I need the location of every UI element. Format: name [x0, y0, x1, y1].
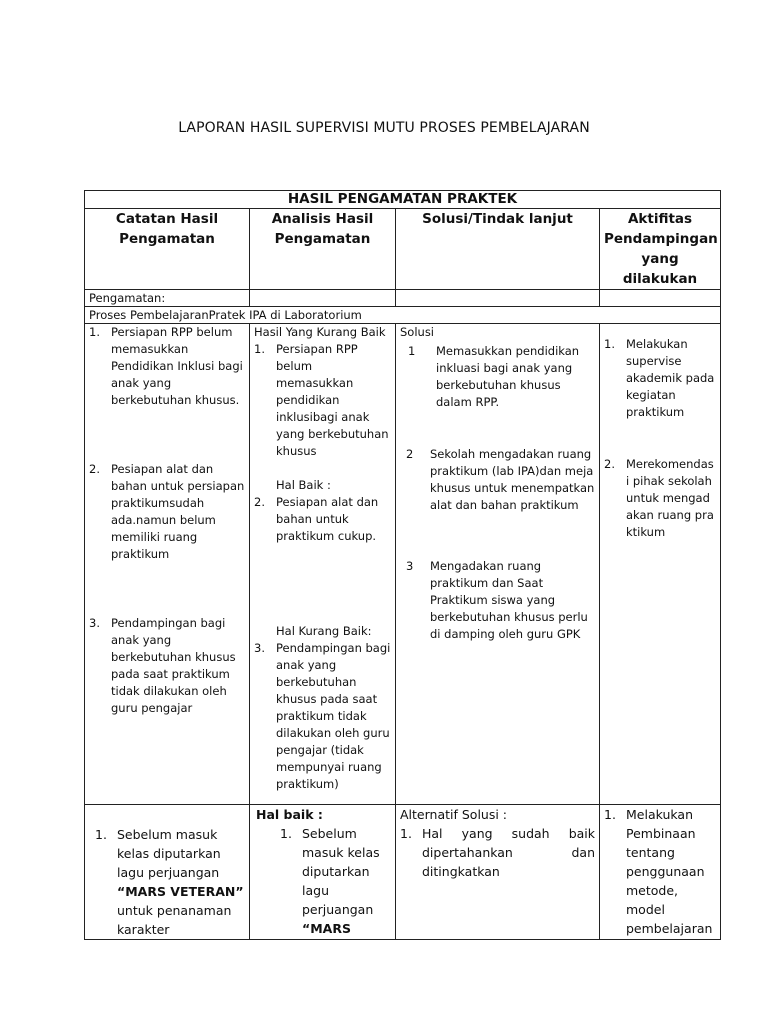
list-item: 2. Merekomendasi pihak sekolah untuk mengadakan ruang praktikum	[604, 457, 714, 539]
list-item: 1. Melakukan supervise akademik pada kegiatan praktikum	[604, 337, 715, 419]
supervision-table	[84, 190, 721, 940]
list-item: 1. Hal yang sudah baik dipertahankan dan ditingkatkan	[400, 826, 595, 879]
list-item: 1 Memasukkan pendidikan inkluasi bagi anak yang berkebutuhan khusus dalam RPP.	[408, 344, 580, 409]
list-item: 1. Persiapan RPP belum memasukkan pendidikan inklusibagi anak yang berkebutuhan khusus	[254, 342, 389, 458]
analisis-heading: Hasil Yang Kurang Baik	[254, 325, 386, 339]
solusi-heading: Solusi	[400, 325, 435, 339]
table-row	[85, 805, 721, 940]
table-row	[85, 324, 721, 805]
list-item: 1. Sebelum masuk kelas diputarkan lagu perjuangan “MARS VETERAN” untuk penanaman karakter	[95, 827, 244, 937]
solusi-heading: Alternatif Solusi :	[400, 807, 508, 822]
column-header-solusi: Solusi/Tindak lanjut	[396, 209, 600, 290]
analisis-cell	[250, 805, 396, 940]
list-item: 1. Persiapan RPP belum memasukkan Pendidikan Inklusi bagi anak yang berkebutuhan khusus.	[89, 325, 243, 407]
list-item: 3. Pendampingan bagi anak yang berkebutuhan khusus pada saat praktikum tidak dilakukan oleh guru pengajar (tidak mempunyai ruang praktikum)	[254, 641, 391, 791]
list-item: 1. Melakukan Pembinaan tentang penggunaan metode, model pembelajaran	[604, 807, 713, 936]
catatan-cell	[85, 324, 250, 805]
column-header-analisis: Analisis Hasil Pengamatan	[250, 209, 396, 290]
solusi-cell	[396, 324, 600, 805]
list-item: 2. Pesiapan alat dan bahan untuk persiapan praktikumsudah ada.namun belum memiliki ruang praktikum	[89, 462, 245, 561]
list-item: 3 Mengadakan ruang praktikum dan Saat Praktikum siswa yang berkebutuhan khusus perlu di damping oleh guru GPK	[406, 559, 588, 641]
pengamatan-label: Pengamatan:	[85, 290, 250, 307]
column-header-aktifitas: Aktifitas Pendampingan yang dilakukan	[600, 209, 721, 290]
list-item: 2 Sekolah mengadakan ruang praktikum (lab IPA)dan meja khusus untuk menempatkan alat dan bahan praktikum	[406, 447, 595, 512]
list-item: 2. Pesiapan alat dan bahan untuk praktikum cukup.	[254, 495, 379, 543]
aktifitas-cell	[600, 324, 721, 805]
analisis-cell	[250, 324, 396, 805]
proses-label: Proses PembelajaranPratek IPA di Laboratorium	[85, 307, 721, 324]
page-title: LAPORAN HASIL SUPERVISI MUTU PROSES PEMBELAJARAN	[178, 120, 590, 136]
analisis-heading: Hal Kurang Baik:	[276, 624, 372, 638]
analisis-heading: Hal baik :	[256, 807, 323, 822]
solusi-cell	[396, 805, 600, 940]
list-item: 1. Sebelum masuk kelas diputarkan lagu perjuangan “MARS	[280, 826, 380, 936]
list-item: 3. Pendampingan bagi anak yang berkebutuhan khusus pada saat praktikum tidak dilakukan oleh guru pengajar	[89, 616, 236, 715]
aktifitas-cell	[600, 805, 721, 940]
table-main-header: HASIL PENGAMATAN PRAKTEK	[85, 191, 721, 209]
catatan-cell	[85, 805, 250, 940]
analisis-heading: Hal Baik :	[276, 478, 331, 492]
column-header-catatan: Catatan Hasil Pengamatan	[85, 209, 250, 290]
